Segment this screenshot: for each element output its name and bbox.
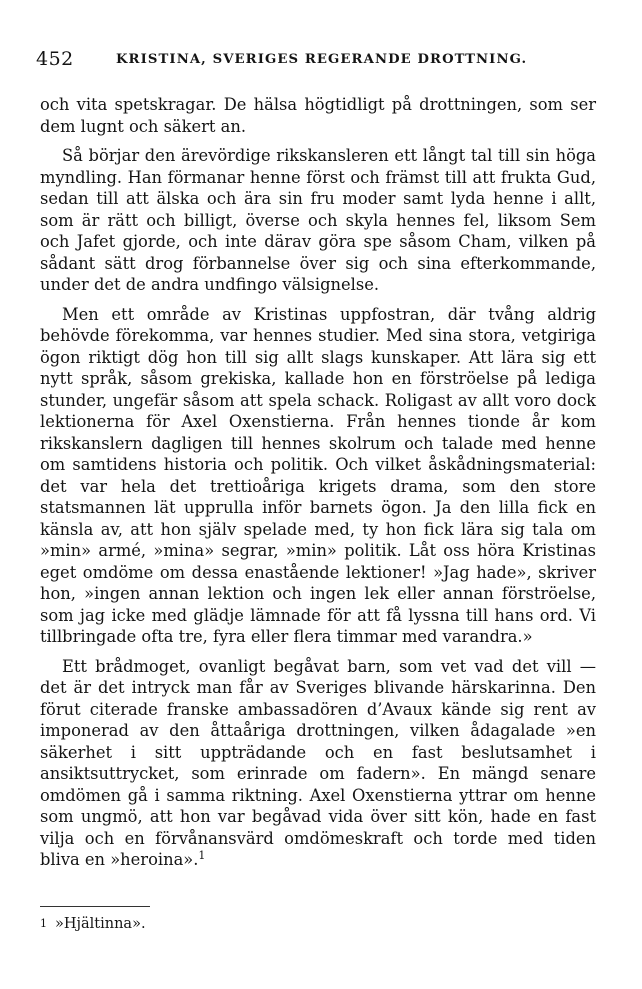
footnote-marker: 1 bbox=[40, 917, 47, 930]
page-number: 452 bbox=[36, 48, 74, 70]
footnote bbox=[40, 914, 146, 934]
footnote-text: »Hjältinna». bbox=[55, 916, 146, 932]
footnote-reference: 1 bbox=[198, 849, 206, 862]
paragraph-text: Ett brådmoget, ovanligt begåvat barn, som vet vad det vill — det är det intryck man får av Sveriges blivande härskarinna. Den förut citerade franske ambassadören d’Avaux kände sig rent av imponerad av den åttaåriga drottningen, vilken ådagalade »en säkerhet i sitt uppträdande och en fast beslutsamhet i ansiktsuttrycket, som erinrade om fadern». En mängd senare omdömen gå i samma riktning. Axel Oxenstierna yttrar om henne som ungmö, att hon var begåvad vida över sitt kön, hade en fast vilja och en förvånansvärd omdömeskraft och torde med tiden bliva en »heroina». bbox=[40, 656, 596, 869]
paragraph: Men ett område av Kristinas uppfostran, där tvång aldrig behövde förekomma, var hennes studier. Med sina stora, vetgiriga ögon riktigt dög hon till sig allt slags kunskaper. Att lära sig ett nytt språk, såsom grekiska, kallade hon en förströelse på lediga stunder, ungefär såsom att spela schack. Roligast av allt voro dock lektionerna för Axel Oxenstierna. Från hennes tionde år kom rikskanslern dagligen till hennes skolrum och talade med henne om samtidens historia och politik. Och vilket åskådningsmaterial: det var hela det trettioåriga krigets drama, som den store statsmannen lät upprulla inför barnets ögon. Ja den lilla fick en känsla av, att hon själv spelade med, ty hon fick lära sig tala om »min» armé, »mina» segrar, »min» politik. Låt oss höra Kristinas eget omdöme om dessa enastående lektioner! »Jag hade», skriver hon, »ingen annan lektion och ingen lek eller annan förströelse, som jag icke med glädje lämnade för att få lyssna till hans ord. Vi tillbringade ofta tre, fyra eller flera timmar med varandra.» bbox=[40, 304, 596, 646]
paragraph bbox=[40, 656, 596, 871]
footnote-divider bbox=[40, 906, 150, 907]
running-title: KRISTINA, SVERIGES REGERANDE DROTTNING. bbox=[116, 52, 528, 67]
paragraph: och vita spetskragar. De hälsa högtidligt på drottningen, som ser dem lugnt och säkert an. bbox=[40, 95, 596, 136]
page-header bbox=[36, 48, 596, 76]
body-text bbox=[40, 94, 596, 871]
paragraph: Så börjar den ärevördige rikskansleren ett långt tal till sin höga myndling. Han förmanar henne först och främst till att frukta Gud, sedan till att älska och ära sin fru moder samt lyda henne i allt, som är rätt och billigt, överse och skyla hennes fel, liksom Sem och Jafet gjorde, och inte därav göra spe såsom Cham, vilken på sådant sätt drog förbannelse över sig och sina efterkommande, under det de andra undfingo välsignelse. bbox=[40, 146, 596, 294]
